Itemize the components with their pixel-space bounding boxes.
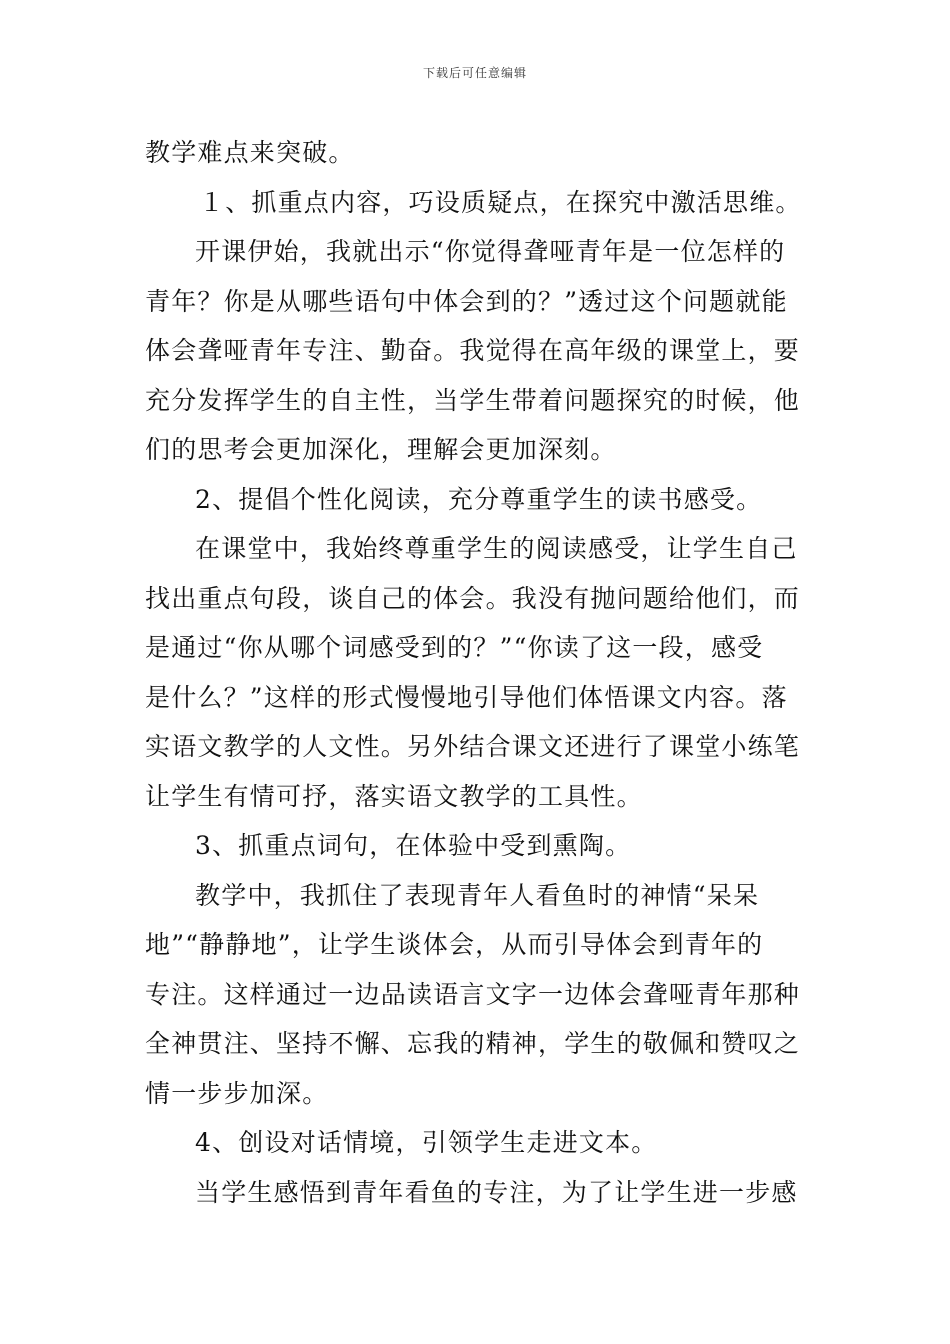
text-line: 4、创设对话情境，引领学生走进文本。	[195, 1128, 658, 1157]
text-line: 让学生有情可抒，落实语文教学的工具性。	[145, 781, 643, 811]
text-line: 们的思考会更加深化，理解会更加深刻。	[145, 435, 617, 464]
text-line: 是通过“你从哪个词感受到的？”“你读了这一段，感受	[145, 633, 764, 662]
text-line: 地”“静静地”，让学生谈体会，从而引导体会到青年的	[145, 930, 764, 959]
text-line: 充分发挥学生的自主性，当学生带着问题探究的时候，他	[145, 385, 801, 415]
text-line: 体会聋哑青年专注、勤奋。我觉得在高年级的课堂上，要	[145, 336, 801, 365]
text-line: 找出重点句段，谈自己的体会。我没有抛问题给他们，而	[145, 583, 801, 613]
text-line: 3、抓重点词句，在体验中受到熏陶。	[195, 831, 632, 860]
text-line: 是什么？”这样的形式慢慢地引导他们体悟课文内容。落	[145, 682, 788, 712]
text-line: 开课伊始，我就出示“你觉得聋哑青年是一位怎样的	[195, 237, 786, 266]
page-header: 下载后可任意编辑	[422, 66, 527, 80]
text-line: 教学中，我抓住了表现青年人看鱼时的神情“呆呆	[195, 880, 760, 910]
text-line: 在课堂中，我始终尊重学生的阅读感受，让学生自己	[195, 534, 798, 563]
text-line: 当学生感悟到青年看鱼的专注，为了让学生进一步感	[195, 1177, 798, 1207]
text-line: 情一步步加深。	[145, 1078, 329, 1108]
text-line: 青年？你是从哪些语句中体会到的？”透过这个问题就能	[145, 286, 788, 316]
text-line: １、抓重点内容，巧设质疑点，在探究中激活思维。	[199, 187, 802, 217]
text-line: 教学难点来突破。	[145, 138, 355, 167]
text-line: 专注。这样通过一边品读语言文字一边体会聋哑青年那种	[145, 979, 801, 1009]
text-line: 全神贯注、坚持不懈、忘我的精神，学生的敬佩和赞叹之	[145, 1029, 801, 1058]
text-line: 实语文教学的人文性。另外结合课文还进行了课堂小练笔	[145, 732, 801, 761]
document-body	[145, 128, 810, 1217]
text-line: 2、提倡个性化阅读，充分尊重学生的读书感受。	[195, 484, 763, 514]
